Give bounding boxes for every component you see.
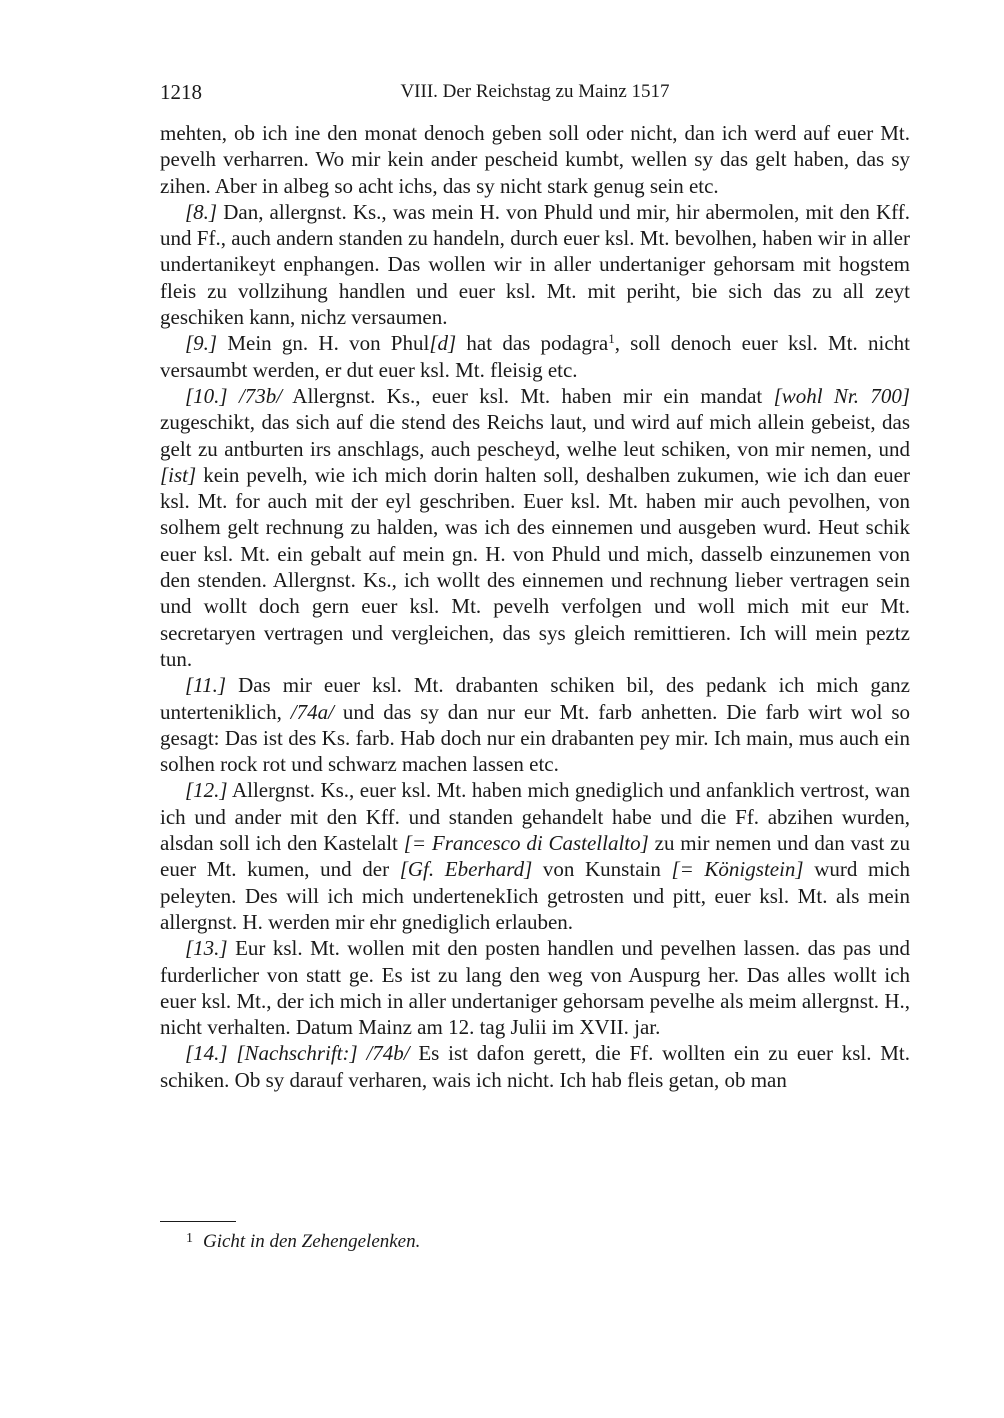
paragraph-text: Es ist dafon gerett, die Ff. wollten ein zu euer ksl. Mt. schiken. Ob sy darauf verharen, wais ich nicht. Ich hab fleis getan, ob man (160, 1041, 910, 1092)
footnote-divider (160, 1221, 236, 1222)
body-text (160, 120, 910, 1093)
footnote-text: Gicht in den Zehengelenken. (203, 1231, 421, 1252)
paragraph-number: [11.] (185, 673, 227, 698)
editorial-insert: [= Francesco di Castellalto] (403, 831, 649, 856)
paragraph-number: [13.] (185, 936, 228, 961)
page-number: 1218 (160, 80, 202, 104)
folio-marker: /74b/ (366, 1041, 410, 1066)
paragraph-11 (160, 672, 910, 777)
running-title: VIII. Der Reichstag zu Mainz 1517 (400, 81, 670, 102)
editorial-insert: [d] (429, 331, 457, 356)
paragraph-13 (160, 935, 910, 1040)
paragraph-8 (160, 199, 910, 330)
editorial-insert: [wohl Nr. 700] (773, 383, 911, 408)
paragraph-number: [10.] (185, 383, 228, 408)
footnote-reference[interactable]: 1 (608, 331, 615, 347)
paragraph-text: Das mir euer ksl. Mt. drabanten schiken bil, des pedank ich mich ganz unterteniklich, (160, 673, 910, 724)
paragraph-14 (160, 1040, 910, 1093)
paragraph-text: wurd mich peleyten. Des will ich mich undertenekIich getrosten und pitt, euer ksl. Mt. als mein allergnst. H. werden mir ehr gnediglich erlauben. (160, 857, 910, 934)
paragraph-continuation: mehten, ob ich ine den monat denoch geben soll oder nicht, dan ich werd auf euer Mt. pevelh verharren. Wo mir kein ander pescheid kumbt, wellen sy das gelt haben, das sy zihen. Aber in albeg so acht ichs, das sy nicht stark genug sein etc. (160, 121, 910, 198)
paragraph-text: , soll denoch euer ksl. Mt. nicht versaumbt werden, er dut euer ksl. Mt. fleisig etc. (160, 331, 910, 382)
paragraph-text: Allergnst. Ks., euer ksl. Mt. haben mir ein mandat (282, 383, 774, 408)
paragraph-text: und das sy dan nur eur Mt. farb anhetten. Die farb wirt wol so gesagt: Das ist des Ks. farb. Hab doch nur ein drabanten pey mir. Ich main, mus auch ein solhen rock rot und schwarz machen lassen etc. (160, 699, 910, 777)
paragraph-text: zugeschikt, das sich auf die stend des Reichs laut, und wird auf mich allein gebeist, das gelt zu antburten irs anschlags, auch pescheyd, welhe leut schiken, von mir nemen, und (160, 410, 910, 461)
paragraph-text: Dan, allergnst. Ks., was mein H. von Phuld und mir, hir abermolen, mit den Kff. und Ff., auch andern standen zu handeln, durch euer ksl. Mt. bevolhen, haben wir in aller undertanikeyt enphangen. Das wollen wir in aller undertaniger gehorsam mit hogstem fleis zu vollzihung handlen und euer ksl. Mt. mit periht, bie sich das zu all zeyt geschiken kann, nichz versaumen. (160, 199, 911, 330)
editorial-insert: [= Königstein] (671, 857, 804, 882)
editorial-insert: [ist] (160, 462, 197, 487)
paragraph-text: von Kunstain (532, 857, 672, 882)
folio-marker: /73b/ (238, 383, 283, 408)
paragraph-10 (160, 383, 910, 672)
paragraph-text: Mein gn. H. von Phul (227, 331, 430, 356)
paragraph-text: Eur ksl. Mt. wollen mit den posten handlen und pevelhen lassen. das pas und furderlicher von statt ge. Es ist zu lang den weg von Auspurg her. Das alles wollt ich euer ksl. Mt., der ich mich in aller undertaniger gehorsam pevelhe als meim allergnst. H., nicht verhalten. Datum Mainz am 12. tag Julii im XVII. jar. (160, 936, 910, 1040)
paragraph-number: [14.] [Nachschrift:] (185, 1041, 358, 1066)
footnote-mark: 1 (186, 1231, 193, 1246)
paragraph-text: Allergnst. Ks., euer ksl. Mt. haben mich gnediglich und anfanklich vertrost, wan ich und ander mit den Kff. und standen gehandelt habe und die Ff. abzihen wurden, alsdan soll ich den Kastelalt (160, 778, 910, 856)
paragraph-text: kein pevelh, wie ich mich dorin halten soll, deshalben zukumen, wie ich dan euer ksl. Mt. for auch mit der eyl geschriben. Euer ksl. Mt. haben mir auch pevolhen, von solhem gelt rechnung zu halden, was ich des einnemen und ausgeben wurd. Heut schik euer ksl. Mt. ein gebalt auf mein gn. H. von Phuld und mich, dasselb einzunemen von den stenden. Allergnst. Ks., ich wollt des einnemen und rechnung lieber vertragen sein und wollt doch gern euer ksl. Mt. pevelh verfolgen und woll mich mit eur Mt. secretaryen vertragen und vergleichen, das sys gleich remittieren. Ich will mein peztz tun. (160, 462, 910, 671)
paragraph-number: [9.] (185, 331, 218, 356)
footnote-1 (186, 1226, 420, 1255)
folio-marker: /74a/ (290, 699, 334, 724)
paragraph-text: zu mir nemen und dan vast zu euer Mt. kumen, und der (160, 831, 910, 882)
paragraph-number: [12.] (185, 778, 228, 803)
paragraph-9 (160, 330, 910, 383)
paragraph-12 (160, 777, 910, 935)
paragraph-text: hat das podagra (456, 331, 609, 356)
paragraph-number: [8.] (185, 199, 218, 224)
editorial-insert: [Gf. Eberhard] (399, 857, 533, 882)
